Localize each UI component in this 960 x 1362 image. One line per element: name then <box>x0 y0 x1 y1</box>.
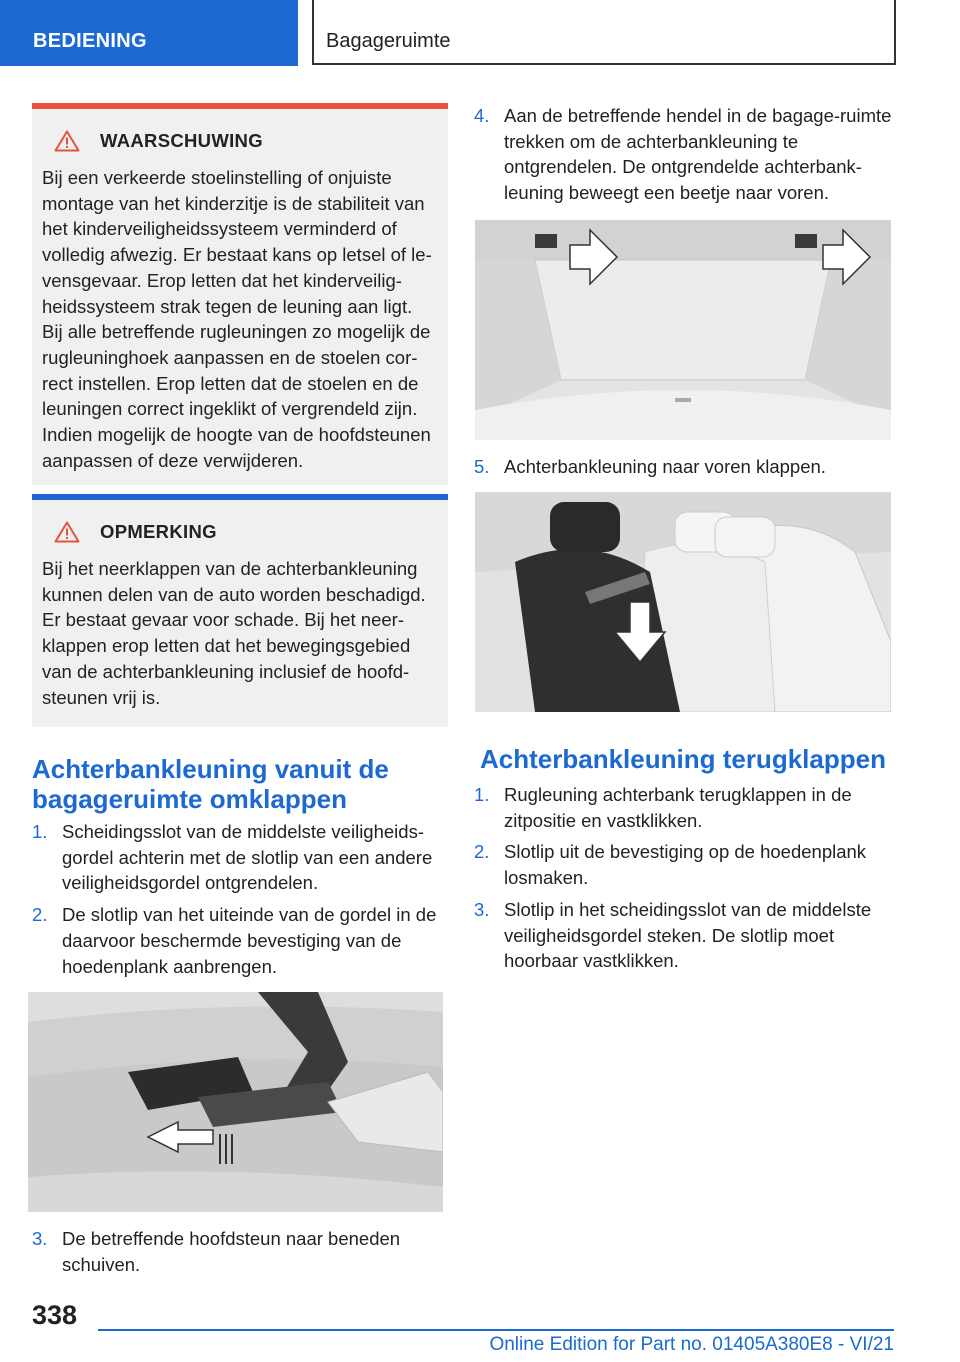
step-item <box>474 782 892 833</box>
step-number: 3. <box>32 1228 48 1249</box>
note-box <box>32 494 448 727</box>
step-number: 1. <box>474 784 490 805</box>
step-text: De slotlip van het uiteinde van de gordel in de daarvoor beschermde bevestiging van de hoedenplank aanbrengen. <box>62 904 437 977</box>
step-number: 2. <box>474 841 490 863</box>
footer-rule <box>98 1329 894 1331</box>
right-column <box>474 103 892 972</box>
step-number: 4. <box>474 105 490 126</box>
caution-triangle-icon <box>54 521 80 543</box>
note-paragraph: Bij het neerklappen van de achterbankleuning kunnen delen van de auto worden beschadigd. Er bestaat gevaar voor schade. Bij het neer-klappen erop letten dat het bewegingsgebied van de achterbankleuning inclusief de hoofd-steunen vrij is. <box>42 558 426 708</box>
header-title-box <box>312 0 896 65</box>
warning-box <box>32 103 448 485</box>
warning-triangle-icon <box>54 130 80 152</box>
header-section-label: BEDIENING <box>33 30 147 52</box>
left-column <box>32 103 448 1275</box>
footer-edition: Online Edition for Part no. 01405A380E8 - VI/21 <box>489 1334 894 1355</box>
step-item <box>32 1226 450 1277</box>
step-number: 5. <box>474 456 490 477</box>
warning-heading: WAARSCHUWING <box>100 130 263 151</box>
step-text: De betreffende hoofdsteun naar beneden schuiven. <box>62 1228 401 1275</box>
step-text: Scheidingsslot van de middelste veiligheids-gordel achterin met de slotlip van een andere veiligheidsgordel ontgrendelen. <box>62 821 433 894</box>
warning-paragraph-1: Bij een verkeerde stoelinstelling of onjuiste montage van het kinderzitje is de stabiliteit van het kinderveiligheidssysteem verminderd of volledig afwezig. Er bestaat kans op letsel of le-vensgevaar. Erop letten dat het kinderveilig-heidssysteem strak tegen de leuning aan ligt. <box>42 167 432 317</box>
step-item <box>32 902 450 979</box>
step-number: 1. <box>32 821 48 842</box>
header-title: Bagageruimte <box>326 30 451 52</box>
step-item <box>474 839 892 890</box>
step-text: Achterbankleuning naar voren klappen. <box>504 456 826 477</box>
step-text: Aan de betreffende hendel in de bagage-ruimte trekken om de achterbankleuning te ontgrendelen. De ontgrendelde achterbank-leuning beweegt een beetje naar voren. <box>504 105 892 204</box>
step-item <box>474 897 892 974</box>
trunk-release-lever-illustration <box>475 220 891 440</box>
step-text: Slotlip in het scheidingsslot van de middelste veiligheidsgordel steken. De slotlip moet hoorbaar vastklikken. <box>504 898 872 972</box>
rear-seat-fold-illustration <box>475 492 891 712</box>
step-item <box>474 454 892 480</box>
page-number: 338 <box>32 1300 78 1330</box>
section2-heading: Achterbankleuning terugklappen <box>480 744 886 774</box>
header-section-tab <box>0 0 298 66</box>
note-heading: OPMERKING <box>100 521 217 542</box>
step-number: 3. <box>474 898 490 920</box>
step-number: 2. <box>32 904 48 926</box>
hat-shelf-belt-illustration <box>28 992 443 1212</box>
step-text: Rugleuning achterbank terugklappen in de zitpositie en vastklikken. <box>504 784 852 831</box>
section1-heading: Achterbankleuning vanuit de bagageruimte omklappen <box>32 754 389 814</box>
step-item <box>474 103 892 206</box>
warning-paragraph-2: Bij alle betreffende rugleuningen zo mogelijk de rugleuninghoek aanpassen en de stoelen cor-rect instellen. Erop letten dat de stoelen en de leuningen correct ingeklikt of vergrendeld zijn. Indien mogelijk de hoogte van de hoofdsteunen aanpassen of deze verwijderen. <box>42 321 431 471</box>
step-item <box>32 819 450 896</box>
step-text: Slotlip uit de bevestiging op de hoedenplank losmaken. <box>504 841 867 889</box>
